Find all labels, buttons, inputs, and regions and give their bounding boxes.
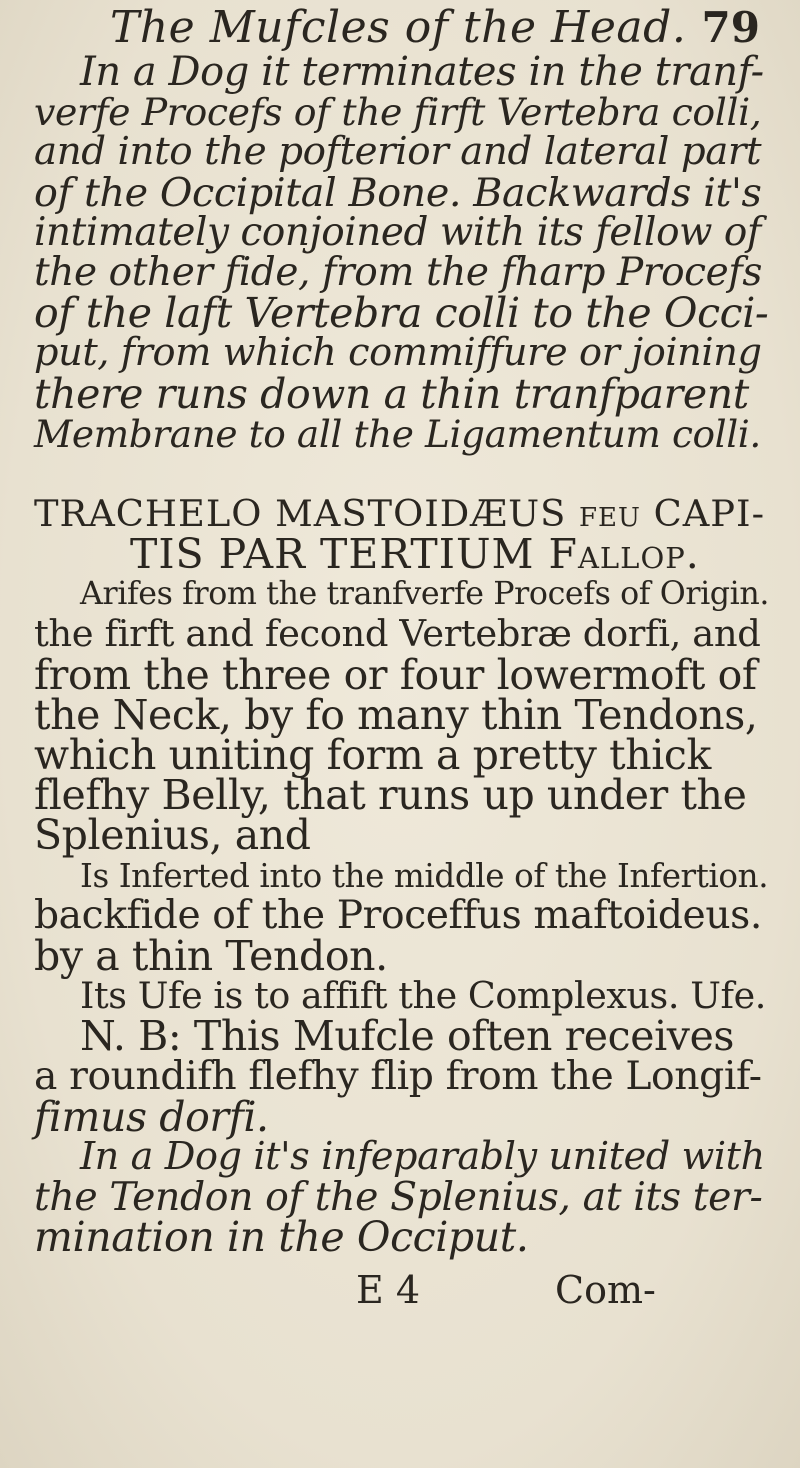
section-gap <box>34 454 770 494</box>
text-line: In a Dog it's infeparably united with <box>80 1134 765 1179</box>
text-line: mination in the Occiput. <box>34 1213 529 1262</box>
catchword: Com- <box>555 1268 656 1312</box>
text-line: intimately conjoined with its fellow of <box>34 209 761 255</box>
text-line: the firft and fecond Vertebræ dorfi, and <box>34 612 761 656</box>
text-line: the other fide, from the fharp Procefs <box>34 249 762 295</box>
section-heading: TRACHELO MASTOIDÆUS feu CAPI- <box>34 491 765 535</box>
text-line: a roundifh flefhy flip from the Longif- <box>34 1053 762 1099</box>
text-line: backfide of the Proceffus maftoideus. <box>34 892 762 938</box>
text-line: and into the pofterior and lateral part <box>34 129 762 175</box>
text-line: Membrane to all the Ligamentum colli. <box>34 411 761 456</box>
text-line: flefhy Belly, that runs up under the <box>34 771 747 820</box>
text-line: put, from which commiffure or joining <box>34 330 762 376</box>
text-line: there runs down a thin tranfparent <box>34 369 749 418</box>
text-line: Its Ufe is to affift the Complexus. Ufe. <box>80 974 766 1018</box>
text-line: Splenius, and <box>34 811 311 860</box>
text-line: In a Dog it terminates in the tranf- <box>80 49 764 95</box>
body-text <box>34 49 770 1262</box>
text-line: N. B: This Mufcle often receives <box>80 1012 735 1061</box>
text-line: Is Inferted into the middle of the Infertion. <box>80 856 769 895</box>
text-line: of the Occipital Bone. Backwards it's <box>34 169 762 216</box>
page-number: 79 <box>701 3 760 52</box>
text-line: from the three or four lowermoft of <box>34 650 757 699</box>
text-line: by a thin Tendon. <box>34 931 388 980</box>
text-line: Arifes from the tranfverfe Procefs of Origin. <box>80 576 770 613</box>
text-line: which uniting form a pretty thick <box>34 731 711 779</box>
section-heading: TIS PAR TERTIUM Fallop. <box>130 530 700 579</box>
text-line: the Neck, by fo many thin Tendons, <box>34 690 758 739</box>
running-title: The Mufcles of the Head. <box>110 2 687 53</box>
signature-mark: E 4 <box>356 1268 420 1312</box>
text-line: the Tendon of the Splenius, at its ter- <box>34 1174 763 1221</box>
text-line: verfe Procefs of the firft Vertebra colli, <box>34 90 762 135</box>
text-line: fimus dorfi. <box>34 1092 269 1141</box>
page-footer <box>0 1268 800 1312</box>
text-line: of the laft Vertebra colli to the Occi- <box>34 289 769 338</box>
running-header <box>110 2 760 53</box>
